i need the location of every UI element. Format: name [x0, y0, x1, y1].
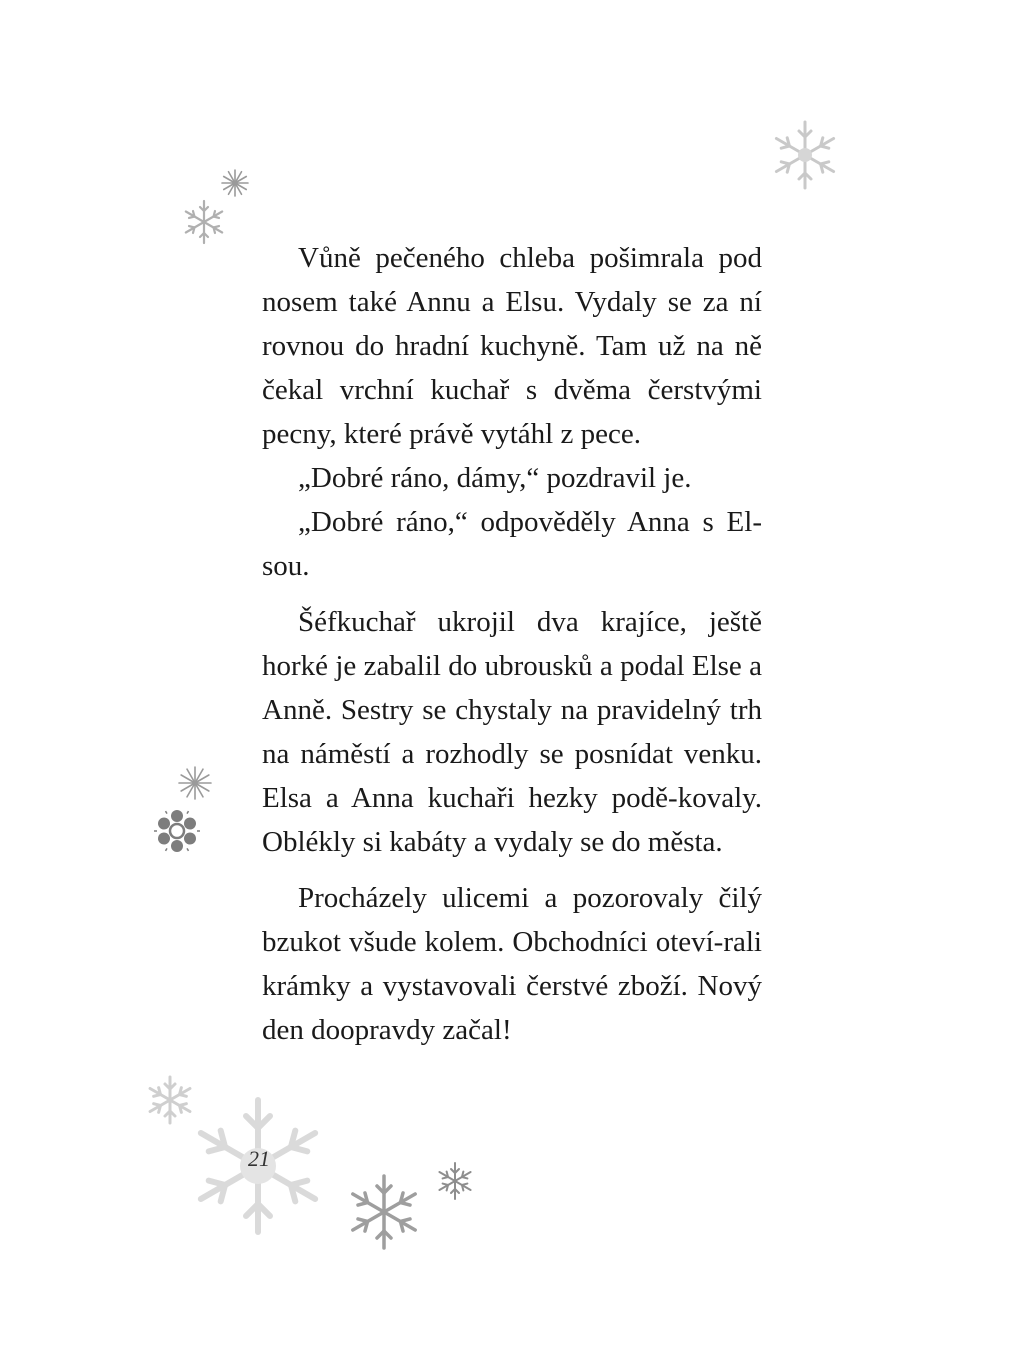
page-number: 21: [248, 1146, 270, 1171]
snowflake-icon: [344, 1172, 424, 1252]
snowflake-icon: [768, 118, 842, 192]
paragraph: Procházely ulicemi a pozorovaly čilý bzukot všude kolem. Obchodníci oteví-rali krámky a vystavovali čerstvé zboží. Nový den doopravdy začal!: [262, 882, 762, 1046]
flower-snowflake-icon: [152, 806, 202, 856]
paragraph: Šéfkuchař ukrojil dva krajíce, ještě horké je zabalil do ubrousků a podal Else a Anně. Sestry se chystaly na pravidelný trh na náměstí a rozhodly se posnídat venku. Elsa a Anna kuchaři hezky podě-kovaly. Oblékly si kabáty a vydaly se do města.: [262, 606, 762, 858]
paragraph: „Dobré ráno, dámy,“ pozdravil je.: [298, 462, 692, 494]
body-text: [262, 236, 762, 1052]
paragraph: Vůně pečeného chleba pošimrala pod nosem také Annu a Elsu. Vydaly se za ní rovnou do hradní kuchyně. Tam už na ně čekal vrchní kuchař s dvěma čerstvými pecny, které právě vytáhl z pece.: [262, 242, 762, 450]
snowflake-icon: [176, 764, 214, 802]
snowflake-icon: [434, 1160, 476, 1202]
paragraph: „Dobré ráno,“ odpověděly Anna s El-sou.: [262, 506, 762, 582]
snowflake-icon: [180, 198, 228, 246]
snowflake-icon: [220, 168, 250, 198]
